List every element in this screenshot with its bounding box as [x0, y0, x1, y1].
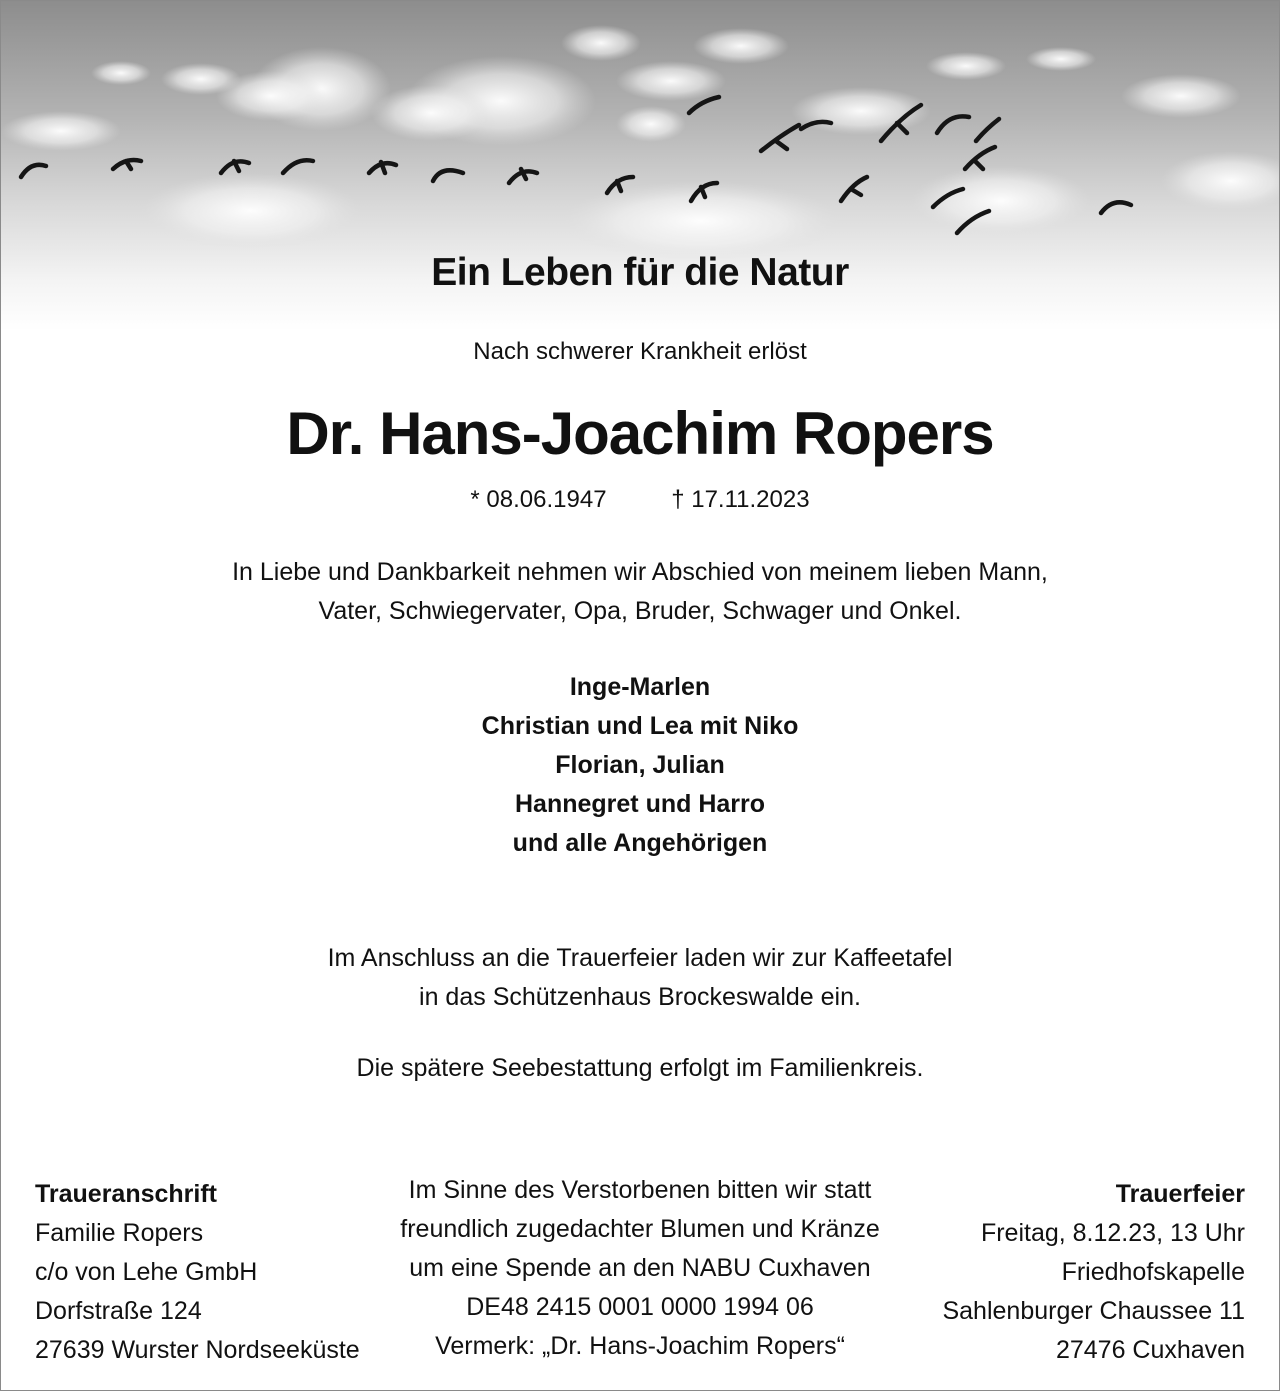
address-line: 27639 Wurster Nordseeküste	[35, 1336, 360, 1364]
intro-text: Nach schwerer Krankheit erlöst	[473, 338, 807, 365]
death-date: † 17.11.2023	[671, 486, 810, 513]
farewell-line-1: In Liebe und Dankbarkeit nehmen wir Abschied von meinem lieben Mann,	[232, 558, 1048, 586]
family-member: Inge-Marlen	[569, 673, 711, 701]
donation-reference: Vermerk: „Dr. Hans-Joachim Ropers“	[435, 1332, 845, 1360]
address-line: c/o von Lehe GmbH	[35, 1258, 258, 1286]
invitation-text	[1, 939, 1279, 1017]
donation-line: um eine Spende an den NABU Cuxhaven	[409, 1254, 871, 1282]
donation-block	[341, 1171, 939, 1366]
family-member: Florian, Julian	[555, 751, 725, 779]
ceremony-heading: Trauerfeier	[1115, 1180, 1245, 1208]
ceremony-block	[942, 1175, 1245, 1370]
family-member: und alle Angehörigen	[512, 829, 768, 857]
family-member: Hannegret und Harro	[514, 790, 766, 818]
farewell-message	[1, 553, 1279, 631]
donation-line: Im Sinne des Verstorbenen bitten wir statt	[408, 1176, 872, 1204]
donation-iban: DE48 2415 0001 0000 1994 06	[466, 1293, 814, 1321]
farewell-line-2: Vater, Schwiegervater, Opa, Bruder, Schwager und Onkel.	[318, 597, 962, 625]
family-member: Christian und Lea mit Niko	[481, 712, 799, 740]
family-list	[1, 668, 1279, 863]
deceased-name: Dr. Hans-Joachim Ropers	[286, 400, 994, 467]
donation-line: freundlich zugedachter Blumen und Kränze	[400, 1215, 880, 1243]
ceremony-line: 27476 Cuxhaven	[1055, 1336, 1245, 1364]
address-line: Dorfstraße 124	[35, 1297, 202, 1325]
life-dates	[1, 486, 1279, 514]
address-heading: Traueranschrift	[35, 1180, 218, 1208]
invitation-line-2: in das Schützenhaus Brockeswalde ein.	[419, 983, 861, 1011]
ceremony-line: Sahlenburger Chaussee 11	[942, 1297, 1245, 1325]
motto-heading: Ein Leben für die Natur	[431, 251, 849, 294]
invitation-line-1: Im Anschluss an die Trauerfeier laden wir zur Kaffeetafel	[327, 944, 953, 972]
ceremony-line: Friedhofskapelle	[1061, 1258, 1245, 1286]
address-block	[35, 1175, 360, 1370]
birth-date: * 08.06.1947	[470, 486, 607, 513]
address-line: Familie Ropers	[35, 1219, 204, 1247]
ceremony-line: Freitag, 8.12.23, 13 Uhr	[980, 1219, 1245, 1247]
burial-note: Die spätere Seebestattung erfolgt im Familienkreis.	[356, 1054, 924, 1082]
